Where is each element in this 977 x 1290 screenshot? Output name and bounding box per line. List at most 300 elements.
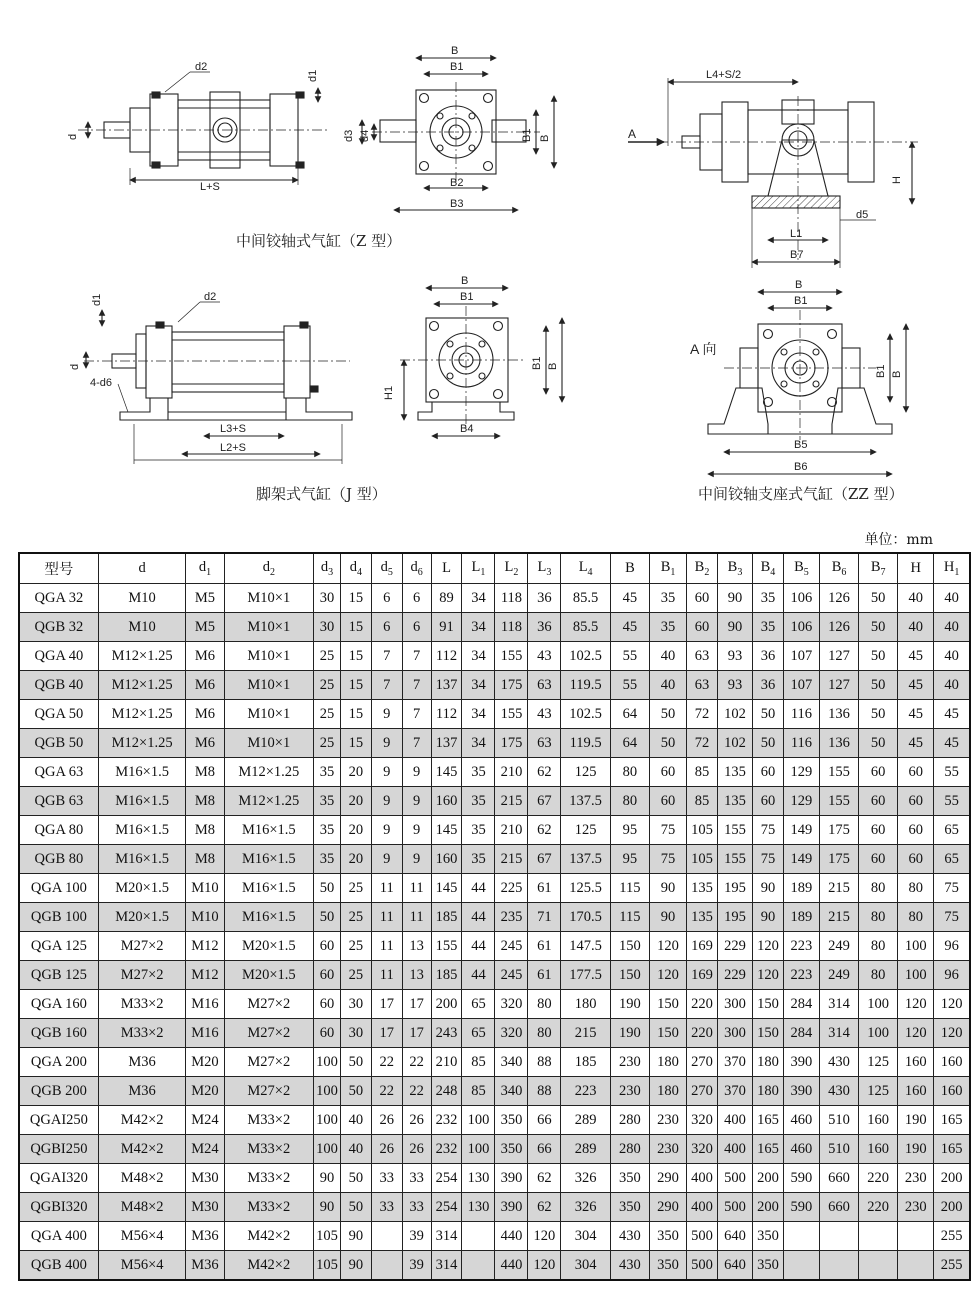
value-cell: 500 <box>717 1193 752 1222</box>
value-cell: 7 <box>402 642 431 671</box>
value-cell: M36 <box>186 1222 224 1251</box>
value-cell: 249 <box>819 961 858 990</box>
value-cell: 105 <box>314 1251 341 1281</box>
j-end-view <box>383 275 562 436</box>
value-cell: M48×2 <box>98 1193 186 1222</box>
value-cell: M16×1.5 <box>98 845 186 874</box>
value-cell: 9 <box>402 758 431 787</box>
value-cell: 11 <box>371 874 402 903</box>
value-cell: 430 <box>819 1077 858 1106</box>
value-cell: M20 <box>186 1077 224 1106</box>
column-header: d <box>98 553 186 584</box>
value-cell: 210 <box>495 816 528 845</box>
value-cell: 147.5 <box>561 932 610 961</box>
table-row <box>19 1193 970 1222</box>
value-cell: M27×2 <box>224 1077 314 1106</box>
value-cell: 136 <box>819 700 858 729</box>
label-b-zzv: B <box>891 370 903 378</box>
value-cell: 64 <box>610 700 649 729</box>
value-cell: 165 <box>753 1135 784 1164</box>
value-cell: M10×1 <box>224 613 314 642</box>
value-cell: 35 <box>753 584 784 613</box>
value-cell: 155 <box>717 816 752 845</box>
table-row <box>19 700 970 729</box>
value-cell: M12×1.25 <box>98 729 186 758</box>
value-cell: 120 <box>898 990 934 1019</box>
value-cell: M10 <box>186 874 224 903</box>
value-cell: 63 <box>528 671 561 700</box>
value-cell <box>898 1251 934 1281</box>
value-cell: M27×2 <box>224 1048 314 1077</box>
value-cell: 65 <box>934 816 970 845</box>
value-cell: 75 <box>934 903 970 932</box>
value-cell: 350 <box>753 1222 784 1251</box>
value-cell: 89 <box>431 584 462 613</box>
value-cell: 112 <box>431 700 462 729</box>
label-b6: B6 <box>794 461 808 473</box>
value-cell: 189 <box>783 874 819 903</box>
value-cell: M8 <box>186 845 224 874</box>
table-row <box>19 1251 970 1281</box>
value-cell: 289 <box>561 1135 610 1164</box>
value-cell: 120 <box>753 932 784 961</box>
value-cell: 91 <box>431 613 462 642</box>
value-cell: 660 <box>819 1164 858 1193</box>
model-cell: QGB 50 <box>19 729 98 758</box>
value-cell: 145 <box>431 816 462 845</box>
value-cell: 500 <box>717 1164 752 1193</box>
value-cell: M27×2 <box>98 932 186 961</box>
value-cell: M16×1.5 <box>224 816 314 845</box>
value-cell: 137.5 <box>561 787 610 816</box>
label-b1: B1 <box>450 61 464 73</box>
value-cell: 106 <box>783 584 819 613</box>
table-row <box>19 874 970 903</box>
value-cell: 200 <box>934 1193 970 1222</box>
value-cell: 169 <box>687 932 718 961</box>
value-cell: M33×2 <box>224 1135 314 1164</box>
value-cell: 25 <box>314 642 341 671</box>
column-header: $d_1$ <box>186 553 224 584</box>
label-b4: B4 <box>460 423 474 435</box>
value-cell: 25 <box>314 671 341 700</box>
z-side-view <box>67 61 330 193</box>
column-header: B <box>610 553 649 584</box>
value-cell: 35 <box>314 758 341 787</box>
value-cell: 120 <box>649 932 686 961</box>
value-cell: 62 <box>528 758 561 787</box>
model-cell: QGA 63 <box>19 758 98 787</box>
value-cell: 254 <box>431 1193 462 1222</box>
model-cell: QGA 200 <box>19 1048 98 1077</box>
value-cell: M10 <box>186 903 224 932</box>
column-header: $B_7$ <box>859 553 898 584</box>
value-cell: 500 <box>687 1222 718 1251</box>
column-header: $B_2$ <box>687 553 718 584</box>
value-cell: M10×1 <box>224 700 314 729</box>
value-cell: 225 <box>495 874 528 903</box>
value-cell: 40 <box>934 613 970 642</box>
value-cell: M6 <box>186 671 224 700</box>
value-cell: 280 <box>610 1106 649 1135</box>
label-d1-j: d1 <box>91 293 103 306</box>
value-cell: 100 <box>314 1135 341 1164</box>
value-cell: 90 <box>314 1164 341 1193</box>
value-cell: 160 <box>934 1077 970 1106</box>
value-cell: 105 <box>687 816 718 845</box>
value-cell <box>898 1222 934 1251</box>
value-cell: 75 <box>753 845 784 874</box>
value-cell <box>859 1222 898 1251</box>
value-cell: 50 <box>340 1077 371 1106</box>
value-cell: 232 <box>431 1135 462 1164</box>
value-cell: 50 <box>649 700 686 729</box>
value-cell: M33×2 <box>224 1193 314 1222</box>
value-cell: 215 <box>495 787 528 816</box>
value-cell: 136 <box>819 729 858 758</box>
value-cell: 300 <box>717 990 752 1019</box>
value-cell: 26 <box>402 1135 431 1164</box>
value-cell: 130 <box>462 1164 495 1193</box>
value-cell: 45 <box>898 729 934 758</box>
value-cell: 9 <box>371 729 402 758</box>
value-cell: 66 <box>528 1135 561 1164</box>
value-cell: 326 <box>561 1193 610 1222</box>
value-cell: 590 <box>783 1164 819 1193</box>
value-cell: 40 <box>340 1106 371 1135</box>
value-cell: 430 <box>610 1251 649 1281</box>
value-cell: 36 <box>528 584 561 613</box>
value-cell: 215 <box>819 903 858 932</box>
value-cell: 100 <box>462 1135 495 1164</box>
value-cell: 100 <box>314 1048 341 1077</box>
value-cell: 60 <box>649 758 686 787</box>
value-cell: 17 <box>402 990 431 1019</box>
value-cell: 85 <box>462 1077 495 1106</box>
label-b: B <box>451 45 459 57</box>
value-cell: M12×1.25 <box>224 787 314 816</box>
value-cell: 33 <box>402 1164 431 1193</box>
value-cell <box>819 1222 858 1251</box>
value-cell: 25 <box>340 903 371 932</box>
label-b3: B3 <box>450 198 464 210</box>
value-cell: 105 <box>687 845 718 874</box>
column-header: $H_1$ <box>934 553 970 584</box>
value-cell: 50 <box>314 874 341 903</box>
value-cell: 15 <box>340 729 371 758</box>
value-cell: 6 <box>371 584 402 613</box>
value-cell: 129 <box>783 758 819 787</box>
value-cell: 229 <box>717 932 752 961</box>
value-cell: 390 <box>783 1077 819 1106</box>
model-cell: QGB 80 <box>19 845 98 874</box>
value-cell: M6 <box>186 700 224 729</box>
model-cell: QGA 32 <box>19 584 98 613</box>
value-cell: 7 <box>371 642 402 671</box>
value-cell: 175 <box>819 845 858 874</box>
value-cell: 34 <box>462 613 495 642</box>
value-cell: 36 <box>753 671 784 700</box>
value-cell: 7 <box>371 671 402 700</box>
value-cell: 185 <box>431 903 462 932</box>
value-cell: 235 <box>495 903 528 932</box>
column-header: $B_6$ <box>819 553 858 584</box>
value-cell: 13 <box>402 932 431 961</box>
value-cell: M36 <box>186 1251 224 1281</box>
value-cell: 115 <box>610 903 649 932</box>
value-cell: 400 <box>687 1193 718 1222</box>
value-cell: 44 <box>462 903 495 932</box>
value-cell: 230 <box>898 1164 934 1193</box>
value-cell: 62 <box>528 1193 561 1222</box>
value-cell: 45 <box>934 729 970 758</box>
table-row <box>19 1019 970 1048</box>
value-cell: 460 <box>783 1135 819 1164</box>
value-cell: 120 <box>934 990 970 1019</box>
value-cell: 35 <box>462 758 495 787</box>
value-cell: 190 <box>898 1106 934 1135</box>
value-cell: M27×2 <box>224 990 314 1019</box>
value-cell: 50 <box>859 584 898 613</box>
value-cell: 67 <box>528 845 561 874</box>
column-header: $B_3$ <box>717 553 752 584</box>
value-cell: M27×2 <box>98 961 186 990</box>
value-cell: 80 <box>610 758 649 787</box>
value-cell: 120 <box>934 1019 970 1048</box>
value-cell: 175 <box>495 729 528 758</box>
value-cell: 40 <box>934 584 970 613</box>
value-cell: 660 <box>819 1193 858 1222</box>
drawings-area <box>0 0 977 520</box>
value-cell: M20×1.5 <box>224 961 314 990</box>
value-cell: 45 <box>898 642 934 671</box>
value-cell: 340 <box>495 1048 528 1077</box>
value-cell: 80 <box>859 961 898 990</box>
value-cell: 220 <box>687 990 718 1019</box>
value-cell: 62 <box>528 816 561 845</box>
value-cell: 350 <box>495 1106 528 1135</box>
label-l4s2: L4+S/2 <box>706 69 742 81</box>
value-cell <box>371 1251 402 1281</box>
value-cell: 65 <box>934 845 970 874</box>
value-cell: 34 <box>462 700 495 729</box>
value-cell: 390 <box>783 1048 819 1077</box>
value-cell: M56×4 <box>98 1222 186 1251</box>
label-d-j: d <box>69 363 81 370</box>
value-cell: 640 <box>717 1222 752 1251</box>
value-cell: 55 <box>610 642 649 671</box>
value-cell: 40 <box>340 1135 371 1164</box>
value-cell: M33×2 <box>98 1019 186 1048</box>
technical-drawings <box>0 0 977 520</box>
value-cell: 13 <box>402 961 431 990</box>
value-cell: 210 <box>495 758 528 787</box>
value-cell: 215 <box>819 874 858 903</box>
value-cell: 100 <box>859 990 898 1019</box>
value-cell: M8 <box>186 787 224 816</box>
value-cell: 22 <box>402 1077 431 1106</box>
value-cell: 280 <box>610 1135 649 1164</box>
value-cell: 165 <box>934 1106 970 1135</box>
value-cell: 160 <box>859 1135 898 1164</box>
value-cell: M10 <box>98 584 186 613</box>
value-cell: 61 <box>528 874 561 903</box>
value-cell: 50 <box>314 903 341 932</box>
value-cell: 195 <box>717 874 752 903</box>
value-cell: 160 <box>898 1048 934 1077</box>
value-cell: 155 <box>495 700 528 729</box>
value-cell: 15 <box>340 584 371 613</box>
value-cell: 320 <box>687 1135 718 1164</box>
column-header: $L_1$ <box>462 553 495 584</box>
value-cell: 155 <box>819 758 858 787</box>
value-cell: 119.5 <box>561 671 610 700</box>
value-cell: 90 <box>717 584 752 613</box>
column-header: L <box>431 553 462 584</box>
value-cell: 34 <box>462 671 495 700</box>
value-cell: 26 <box>371 1106 402 1135</box>
value-cell: M30 <box>186 1164 224 1193</box>
value-cell: 34 <box>462 729 495 758</box>
value-cell: 60 <box>753 787 784 816</box>
value-cell: 314 <box>431 1251 462 1281</box>
value-cell: 304 <box>561 1222 610 1251</box>
value-cell: 230 <box>610 1048 649 1077</box>
label-b-j: B <box>461 275 469 287</box>
value-cell: 320 <box>495 1019 528 1048</box>
table-row <box>19 903 970 932</box>
value-cell: 390 <box>495 1193 528 1222</box>
value-cell: 185 <box>561 1048 610 1077</box>
value-cell: 155 <box>431 932 462 961</box>
value-cell: 17 <box>371 990 402 1019</box>
value-cell: 45 <box>898 700 934 729</box>
value-cell: 80 <box>859 903 898 932</box>
value-cell: M8 <box>186 816 224 845</box>
value-cell: 100 <box>859 1019 898 1048</box>
label-d1: d1 <box>307 69 319 82</box>
value-cell: 100 <box>314 1077 341 1106</box>
value-cell: 9 <box>371 787 402 816</box>
value-cell: 22 <box>402 1048 431 1077</box>
model-cell: QGB 160 <box>19 1019 98 1048</box>
model-cell: QGB 63 <box>19 787 98 816</box>
table-row <box>19 1077 970 1106</box>
value-cell: 229 <box>717 961 752 990</box>
value-cell: 150 <box>753 990 784 1019</box>
value-cell: 135 <box>717 758 752 787</box>
value-cell: 370 <box>717 1077 752 1106</box>
label-d4: d4 <box>359 129 371 142</box>
value-cell: 40 <box>934 642 970 671</box>
value-cell: 118 <box>495 613 528 642</box>
value-cell: 61 <box>528 961 561 990</box>
value-cell: 60 <box>898 787 934 816</box>
value-cell: 95 <box>610 845 649 874</box>
value-cell: 189 <box>783 903 819 932</box>
table-row <box>19 1164 970 1193</box>
value-cell: 180 <box>753 1077 784 1106</box>
column-header: $B_4$ <box>753 553 784 584</box>
value-cell: 120 <box>753 961 784 990</box>
value-cell: 90 <box>717 613 752 642</box>
value-cell: 33 <box>402 1193 431 1222</box>
value-cell: M42×2 <box>224 1251 314 1281</box>
value-cell: M12×1.25 <box>98 671 186 700</box>
value-cell: 60 <box>859 845 898 874</box>
value-cell: 60 <box>314 932 341 961</box>
value-cell: 30 <box>340 990 371 1019</box>
value-cell: 60 <box>898 816 934 845</box>
table-row <box>19 758 970 787</box>
value-cell: 33 <box>371 1164 402 1193</box>
value-cell: 390 <box>495 1164 528 1193</box>
caption-zz-type: 中间铰轴支座式气缸（ZZ 型） <box>698 485 904 503</box>
value-cell: 150 <box>610 932 649 961</box>
value-cell: M16×1.5 <box>224 903 314 932</box>
label-b-v: B <box>539 134 551 142</box>
value-cell: 60 <box>898 845 934 874</box>
value-cell <box>783 1222 819 1251</box>
value-cell: M36 <box>98 1048 186 1077</box>
value-cell: 290 <box>649 1193 686 1222</box>
value-cell: 45 <box>934 700 970 729</box>
value-cell: 129 <box>783 787 819 816</box>
value-cell: 62 <box>528 1164 561 1193</box>
value-cell: 230 <box>898 1193 934 1222</box>
label-l3s: L3+S <box>220 423 246 435</box>
value-cell: 44 <box>462 961 495 990</box>
value-cell: M42×2 <box>98 1135 186 1164</box>
value-cell: 430 <box>610 1222 649 1251</box>
value-cell: 80 <box>859 932 898 961</box>
value-cell: 232 <box>431 1106 462 1135</box>
value-cell: 165 <box>934 1135 970 1164</box>
value-cell: 35 <box>649 613 686 642</box>
value-cell: 100 <box>314 1106 341 1135</box>
value-cell: M20×1.5 <box>98 903 186 932</box>
value-cell: 500 <box>687 1251 718 1281</box>
value-cell: 270 <box>687 1048 718 1077</box>
label-b1-zzv: B1 <box>875 364 887 378</box>
value-cell: 90 <box>649 874 686 903</box>
value-cell: 350 <box>495 1135 528 1164</box>
value-cell: 6 <box>371 613 402 642</box>
value-cell: 85.5 <box>561 613 610 642</box>
value-cell: 135 <box>717 787 752 816</box>
label-b-zz: B <box>795 279 803 291</box>
value-cell: 66 <box>528 1106 561 1135</box>
value-cell: 11 <box>402 874 431 903</box>
value-cell: 71 <box>528 903 561 932</box>
value-cell: 50 <box>649 729 686 758</box>
label-b1-j: B1 <box>460 291 474 303</box>
value-cell: 126 <box>819 584 858 613</box>
value-cell: 177.5 <box>561 961 610 990</box>
model-cell: QGB 400 <box>19 1251 98 1281</box>
value-cell: 60 <box>859 816 898 845</box>
column-header: $L_4$ <box>561 553 610 584</box>
value-cell: 130 <box>462 1193 495 1222</box>
value-cell: 125 <box>859 1077 898 1106</box>
value-cell: 6 <box>402 613 431 642</box>
value-cell: 185 <box>431 961 462 990</box>
value-cell: 25 <box>314 700 341 729</box>
model-cell: QGBI250 <box>19 1135 98 1164</box>
value-cell: 88 <box>528 1077 561 1106</box>
value-cell: 33 <box>371 1193 402 1222</box>
value-cell: M16×1.5 <box>98 816 186 845</box>
